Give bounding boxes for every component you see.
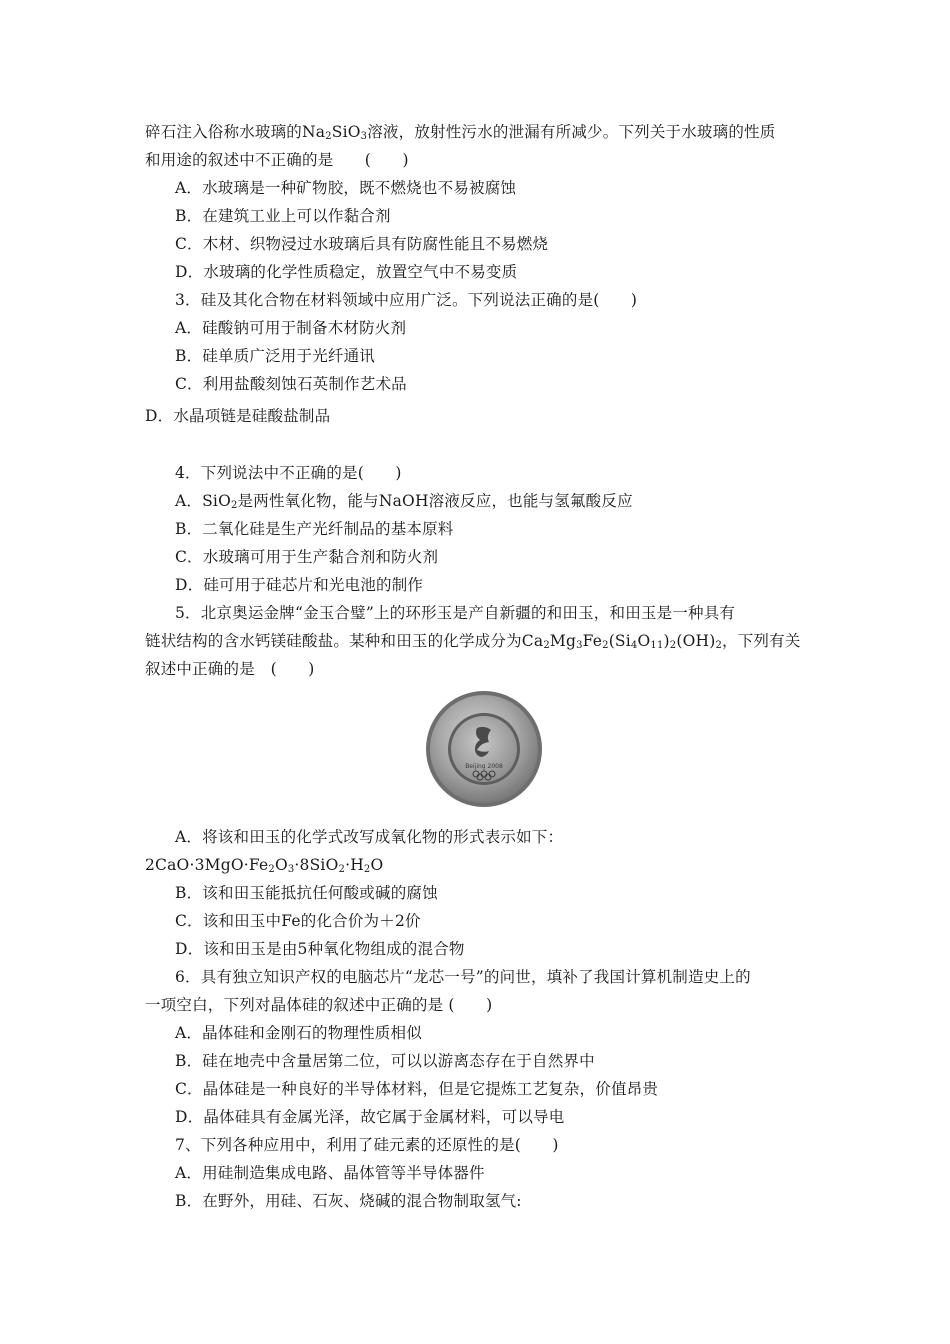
olympic-medal-image xyxy=(425,690,543,808)
q4-option-b: B．二氧化硅是生产光纤制品的基本原料 xyxy=(175,520,454,538)
q3-option-c: C．利用盐酸刻蚀石英制作艺术品 xyxy=(175,375,407,393)
q4-stem: 4．下列说法中不正确的是( ) xyxy=(175,464,402,482)
q2-option-d: D．水玻璃的化学性质稳定，放置空气中不易变质 xyxy=(175,263,518,281)
medal-center xyxy=(451,716,517,782)
q5-option-a-formula: $2CaO\cdot 3MgO\cdot Fe_2O_3\cdot 8SiO_2\cdot H_2O$ xyxy=(145,856,384,875)
q5-option-c: C．该和田玉中Fe的化合价为＋2价 xyxy=(175,912,421,930)
q4-option-a: A．SiO$_2$是两性氧化物，能与NaOH溶液反应，也能与氢氟酸反应 xyxy=(175,492,633,511)
q2-option-a: A．水玻璃是一种矿物胶，既不燃烧也不易被腐蚀 xyxy=(175,179,517,197)
q5-stem-line-1: 5．北京奥运金牌“金玉合璧”上的环形玉是产自新疆的和田玉，和田玉是一种具有 xyxy=(175,604,736,622)
q2-stem-line-2: 和用途的叙述中不正确的是 ( ) xyxy=(145,151,409,169)
q2-option-b: B．在建筑工业上可以作黏合剂 xyxy=(175,207,391,225)
q6-option-d: D．晶体硅具有金属光泽，故它属于金属材料，可以导电 xyxy=(175,1108,565,1126)
q5-option-d: D．该和田玉是由5种氧化物组成的混合物 xyxy=(175,940,465,958)
q3-option-b: B．硅单质广泛用于光纤通讯 xyxy=(175,347,375,365)
q5-stem-line-2: 链状结构的含水钙镁硅酸盐。某种和田玉的化学成分为$Ca_2Mg_3Fe_2(Si_4O_{11})_2(OH)_2$，下列有关 xyxy=(145,632,801,651)
q6-option-b: B．硅在地壳中含量居第二位，可以以游离态存在于自然界中 xyxy=(175,1052,595,1070)
q5-option-a: A．将该和田玉的化学式改写成氧化物的形式表示如下： xyxy=(175,828,564,846)
q5-option-b: B．该和田玉能抵抗任何酸或碱的腐蚀 xyxy=(175,884,438,902)
q3-stem: 3．硅及其化合物在材料领域中应用广泛。下列说法正确的是( ) xyxy=(175,291,638,309)
q5-stem-line-3: 叙述中正确的是 ( ) xyxy=(145,660,315,678)
q7-stem: 7、下列各种应用中，利用了硅元素的还原性的是( ) xyxy=(175,1136,559,1154)
q6-stem-line-2: 一项空白，下列对晶体硅的叙述中正确的是 ( ) xyxy=(145,996,493,1014)
q6-option-c: C．晶体硅是一种良好的半导体材料，但是它提炼工艺复杂，价值昂贵 xyxy=(175,1080,659,1098)
q3-option-a: A．硅酸钠可用于制备木材防火剂 xyxy=(175,319,407,337)
q4-option-c: C．水玻璃可用于生产黏合剂和防火剂 xyxy=(175,548,439,566)
medal-inscription: Beijing 2008 xyxy=(465,763,503,770)
q7-option-b: B．在野外，用硅、石灰、烧碱的混合物制取氢气: xyxy=(175,1192,522,1210)
q7-option-a: A．用硅制造集成电路、晶体管等半导体器件 xyxy=(175,1164,485,1182)
q2-option-c: C．木材、织物浸过水玻璃后具有防腐性能且不易燃烧 xyxy=(175,235,549,253)
q4-option-d: D．硅可用于硅芯片和光电池的制作 xyxy=(175,576,424,594)
q3-option-d: D．水晶项链是硅酸盐制品 xyxy=(145,407,331,425)
q6-stem-line-1: 6．具有独立知识产权的电脑芯片“龙芯一号”的问世，填补了我国计算机制造史上的 xyxy=(175,968,751,986)
q6-option-a: A．晶体硅和金刚石的物理性质相似 xyxy=(175,1024,422,1042)
q2-stem-line-1: 碎石注入俗称水玻璃的$Na_2SiO_3$溶液，放射性污水的泄漏有所减少。下列关于水玻璃的性质 xyxy=(145,123,776,142)
